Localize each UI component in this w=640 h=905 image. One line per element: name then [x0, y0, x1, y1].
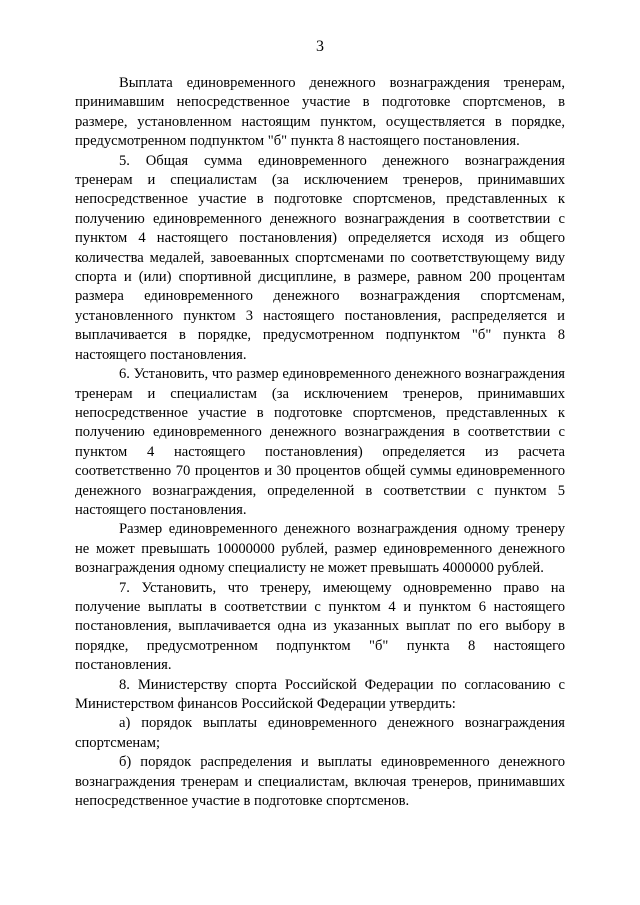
paragraph-subitem-a: а) порядок выплаты единовременного денежного вознаграждения спортсменам; — [75, 715, 565, 751]
paragraph-payment-coaches: Выплата единовременного денежного вознаграждения тренерам, принимавшим непосредственное участие в подготовке спортсменов, в размере, установленном настоящим пунктом, осуществляется в порядке, предусмотренном подпунктом "б" пункта 8 настоящего постановления. — [75, 75, 565, 150]
paragraph-item-6: 6. Установить, что размер единовременного денежного вознаграждения тренерам и специалистам (за исключением тренеров, принимавших непосредственное участие в подготовке спортсменов, представленных к получению единовременного денежного вознаграждения в соответствии с пунктом 4 настоящего постановления) определяется из расчета соответственно 70 процентов и 30 процентов общей суммы единовременного денежного вознаграждения, определенной в соответствии с пунктом 5 настоящего постановления. — [75, 366, 565, 518]
page-number: 3 — [316, 38, 324, 55]
paragraph-item-7: 7. Установить, что тренеру, имеющему одновременно право на получение выплаты в соответствии с пунктом 4 и пунктом 6 настоящего постановления, выплачивается одна из указанных выплат по его выбору в порядке, предусмотренном подпунктом "б" пункта 8 настоящего постановления. — [75, 579, 565, 674]
paragraph-max-amount: Размер единовременного денежного вознаграждения одному тренеру не может превышать 10000000 рублей, размер единовременного денежного вознаграждения одному специалисту не может превышать 4000000 рублей. — [75, 521, 565, 577]
paragraph-item-8: 8. Министерству спорта Российской Федерации по согласованию с Министерством финансов Российской Федерации утвердить: — [75, 676, 565, 712]
paragraph-item-5: 5. Общая сумма единовременного денежного вознаграждения тренерам и специалистам (за исключением тренеров, принимавших непосредственное участие в подготовке спортсменов, представленных к получению единовременного денежного вознаграждения в соответствии с пунктом 4 настоящего постановления) определяется исходя из общего количества медалей, завоеванных спортсменами по соответствующему виду спорта и (или) спортивной дисциплине, в размере, равном 200 процентам размера единовременного денежного вознаграждения спортсменам, установленного пунктом 3 настоящего постановления, распределяется и выплачивается в порядке, предусмотренном подпунктом "б" пункта 8 настоящего постановления. — [75, 152, 565, 363]
paragraph-subitem-b: б) порядок распределения и выплаты единовременного денежного вознаграждения тренерам и специалистам, включая тренеров, принимавших непосредственное участие в подготовке спортсменов. — [75, 754, 565, 810]
document-body — [75, 74, 565, 811]
